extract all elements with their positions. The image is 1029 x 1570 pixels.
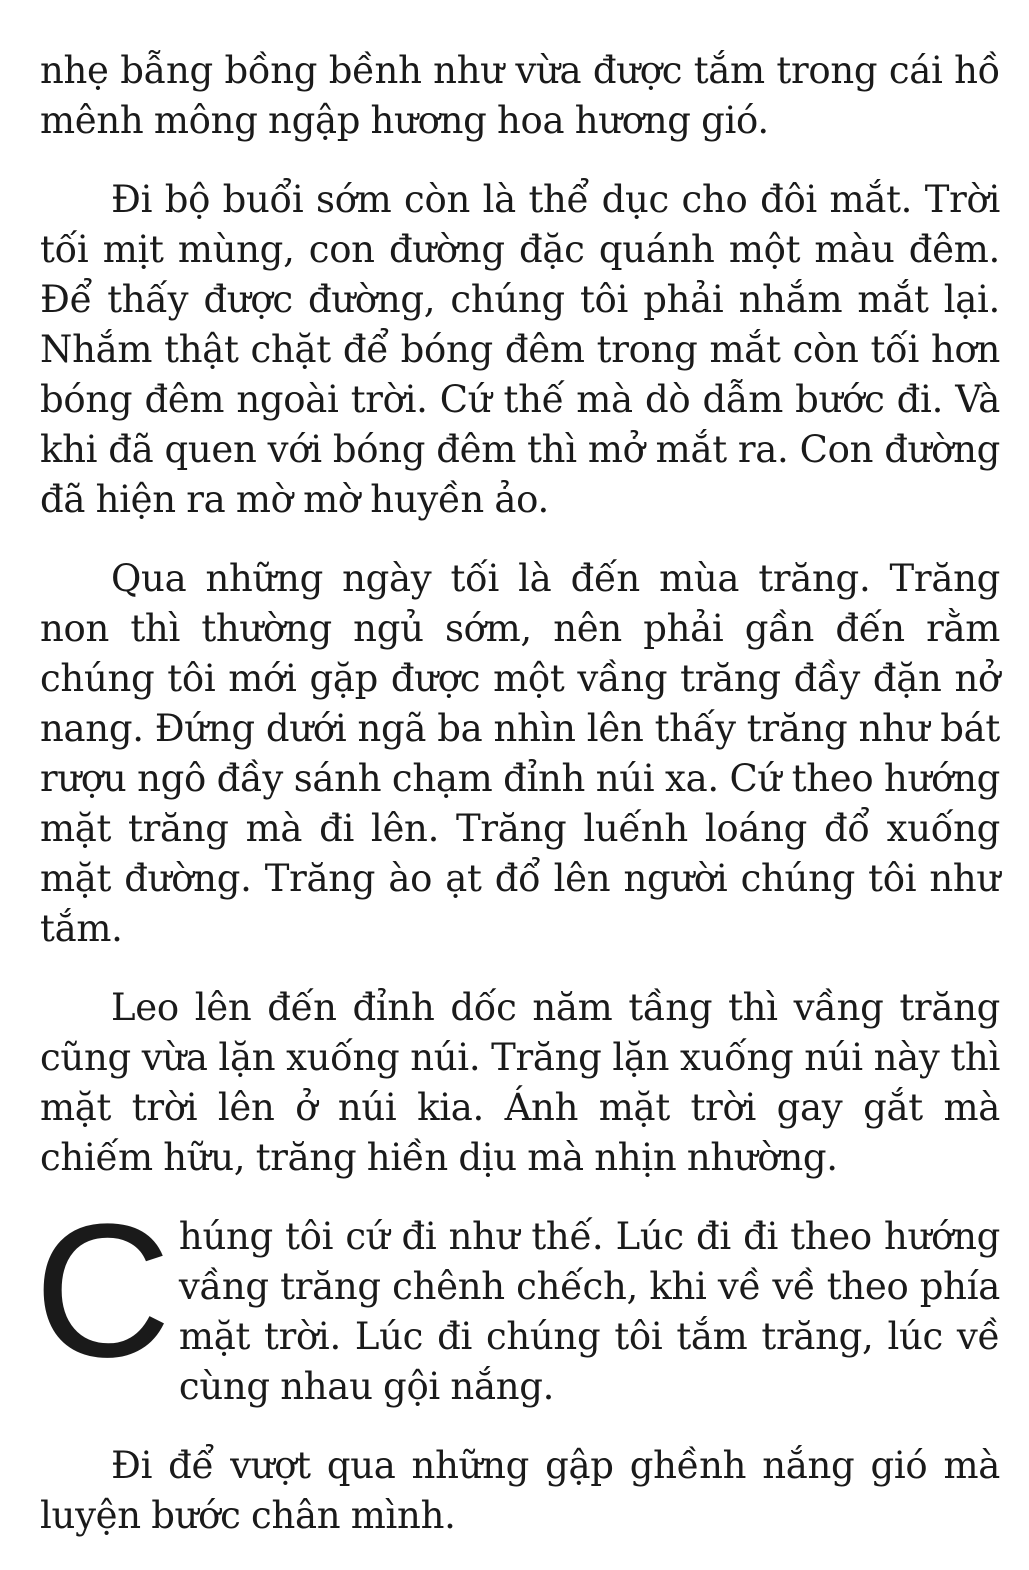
paragraph-closing: Đi để vượt qua những gập ghềnh nắng gió mà luyện bước chân mình. [40, 1444, 1000, 1537]
paragraph-summit: Leo lên đến đỉnh dốc năm tầng thì vầng trăng cũng vừa lặn xuống núi. Trăng lặn xuống núi này thì mặt trời lên ở núi kia. Ánh mặt trời gay gắt mà chiếm hữu, trăng hiền dịu mà nhịn nhường. [40, 986, 1000, 1179]
paragraph-continued: nhẹ bẫng bồng bềnh như vừa được tắm trong cái hồ mênh mông ngập hương hoa hương gió. [40, 49, 1000, 142]
paragraph-dropcap [34, 1185, 1000, 1412]
drop-cap-letter: C [34, 1185, 171, 1397]
paragraph-dropcap-text: húng tôi cứ đi như thế. Lúc đi đi theo hướng vầng trăng chênh chếch, khi về về theo phía mặt trời. Lúc đi chúng tôi tắm trăng, lúc về cùng nhau gội nắng. [178, 1215, 1000, 1408]
paragraph-moon-season: Qua những ngày tối là đến mùa trăng. Trăng non thì thường ngủ sớm, nên phải gần đến rằm chúng tôi mới gặp được một vầng trăng đầy đặn nở nang. Đứng dưới ngã ba nhìn lên thấy trăng như bát rượu ngô đầy sánh chạm đỉnh núi xa. Cứ theo hướng mặt trăng mà đi lên. Trăng luếnh loáng đổ xuống mặt đường. Trăng ào ạt đổ lên người chúng tôi như tắm. [40, 557, 1000, 950]
paragraph-eye-exercise: Đi bộ buổi sớm còn là thể dục cho đôi mắt. Trời tối mịt mùng, con đường đặc quánh một màu đêm. Để thấy được đường, chúng tôi phải nhắm mắt lại. Nhắm thật chặt để bóng đêm trong mắt còn tối hơn bóng đêm ngoài trời. Cứ thế mà dò dẫm bước đi. Và khi đã quen với bóng đêm thì mở mắt ra. Con đường đã hiện ra mờ mờ huyền ảo. [40, 178, 1000, 521]
document-page [34, 46, 1000, 1570]
